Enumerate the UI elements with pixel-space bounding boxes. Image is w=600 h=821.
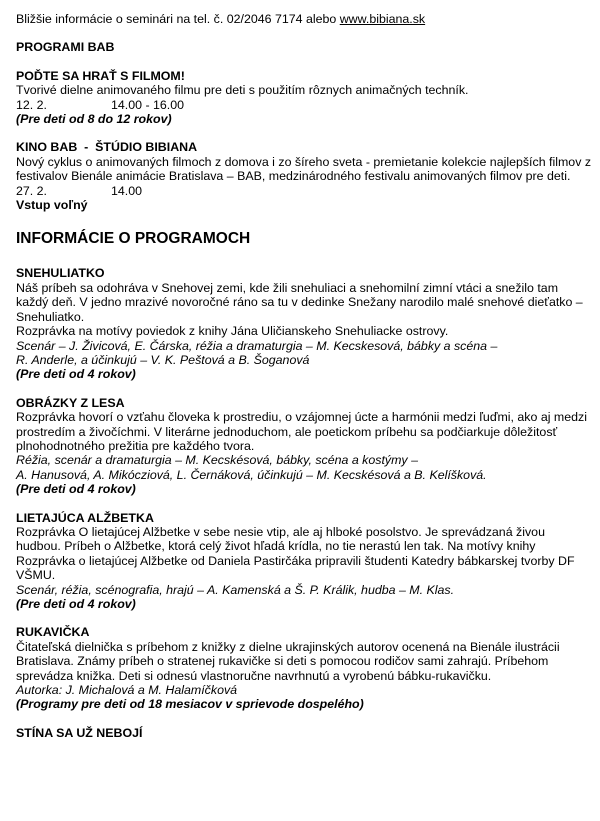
kino-description: Nový cyklus o animovaných filmoch z domova i zo šíreho sveta - premietanie kolekcie najlepších filmov z festivalov Bienále animácie Bratislava – BAB, medzinárodného festivalu animovaných filmov pre deti.: [16, 154, 592, 184]
rukavicka-description: Čitateľská dielnička s príbehom z knižky z dielne ukrajinských autorov ocenená na Bienále ilustrácii Bratislava. Známy príbeh o stratenej rukavičke si deti s pomocou rodičov sami zahrajú. Príbehom sprevádza knižka. Deti si odnesú vlastnoručne navrhnutú a vyrobenú bábku-rukavičku.: [16, 639, 560, 683]
film-date: 12. 2.: [16, 97, 48, 112]
alzbetka-description: Rozprávka O lietajúcej Alžbetke v sebe nesie vtip, ale aj hlboké posolstvo. Je sprevádzaná živou hudbou. Príbeh o Alžbetke, ktorá celý život hľadá krídla, no tie nerastú len tak. Na motívy knihy Rozprávka o lietajúcej Alžbetke od Daniela Pastirčáka pripravili študenti Katedry bábkarskej tvorby DF VŠMU.: [16, 524, 575, 583]
snehuliatko-credits-2: R. Anderle, a účinkujú – V. K. Peštová a B. Šoganová: [16, 352, 310, 367]
intro-line: [16, 12, 592, 26]
snehuliatko-description-2: Rozprávka na motívy poviedok z knihy Jána Uličianskeho Snehuliacke ostrovy.: [16, 324, 449, 339]
rukavicka-credits: Autorka: J. Michalová a M. Halamíčková: [16, 683, 238, 698]
kino-entry: Vstup voľný: [16, 198, 88, 213]
film-title: POĎTE SA HRAŤ S FILMOM!: [16, 68, 185, 83]
film-schedule: [16, 98, 592, 112]
film-description: Tvorivé dielne animovaného filmu pre deti s použitím rôznych animačných techník.: [16, 83, 469, 98]
snehuliatko-title: SNEHULIATKO: [16, 266, 105, 281]
obrazky-credits: Réžia, scenár a dramaturgia – M. Kecskésová, bábky, scéna a kostýmy –: [16, 453, 418, 468]
alzbetka-credits: Scenár, réžia, scénografia, hrajú – A. Kamenská a Š. P. Králik, hudba – M. Klas.: [16, 582, 455, 597]
rukavicka-age: (Programy pre deti od 18 mesiacov v sprievode dospelého): [16, 697, 364, 712]
kino-time: 14.00: [111, 183, 143, 198]
intro-text: Bližšie informácie o seminári na tel. č. 02/2046 7174 alebo: [16, 12, 340, 26]
rukavicka-title: RUKAVIČKA: [16, 625, 90, 640]
stina-title: STÍNA SA UŽ NEBOJÍ: [16, 725, 143, 740]
film-time: 14.00 - 16.00: [111, 97, 185, 112]
film-age: (Pre deti od 8 do 12 rokov): [16, 112, 172, 127]
obrazky-credits-2: A. Hanusová, A. Mikócziová, L. Černáková, účinkujú – M. Kecskésová a B. Kelíšková.: [16, 467, 487, 482]
kino-title: KINO BAB - ŠTÚDIO BIBIANA: [16, 140, 198, 155]
info-heading: INFORMÁCIE O PROGRAMOCH: [16, 230, 251, 248]
kino-date: 27. 2.: [16, 183, 48, 198]
snehuliatko-credits: Scenár – J. Živicová, E. Čárska, réžia a dramaturgia – M. Kecskesová, bábky a scéna –: [16, 338, 498, 353]
snehuliatko-age: (Pre deti od 4 rokov): [16, 367, 136, 382]
obrazky-age: (Pre deti od 4 rokov): [16, 482, 136, 497]
obrazky-title: OBRÁZKY Z LESA: [16, 395, 125, 410]
snehuliatko-description: Náš príbeh sa odohráva v Snehovej zemi, kde žili snehuliaci a snehomilní zimní vtáci a snežilo tam každý deň. V jedno mrazivé novoročné ráno sa tu v dedinke Snežany narodilo malé snehové dieťatko – Snehuliatko.: [16, 280, 583, 324]
programs-heading: PROGRAMI BAB: [16, 40, 115, 55]
obrazky-description: Rozprávka hovorí o vzťahu človeka k prostrediu, o vzájomnej úcte a harmónii medzi ľuďmi, ako aj medzi prostredím a živočíchmi. V literárne jednoduchom, ale poetickom príbehu sa podčiarkuje dôležitosť plnohodnotného prežitia pre každého tvora.: [16, 410, 587, 453]
kino-schedule: [16, 184, 592, 198]
document-page: [16, 12, 592, 740]
alzbetka-age: (Pre deti od 4 rokov): [16, 597, 136, 611]
website-link[interactable]: www.bibiana.sk: [339, 12, 426, 26]
alzbetka-title: LIETAJÚCA ALŽBETKA: [16, 510, 154, 525]
